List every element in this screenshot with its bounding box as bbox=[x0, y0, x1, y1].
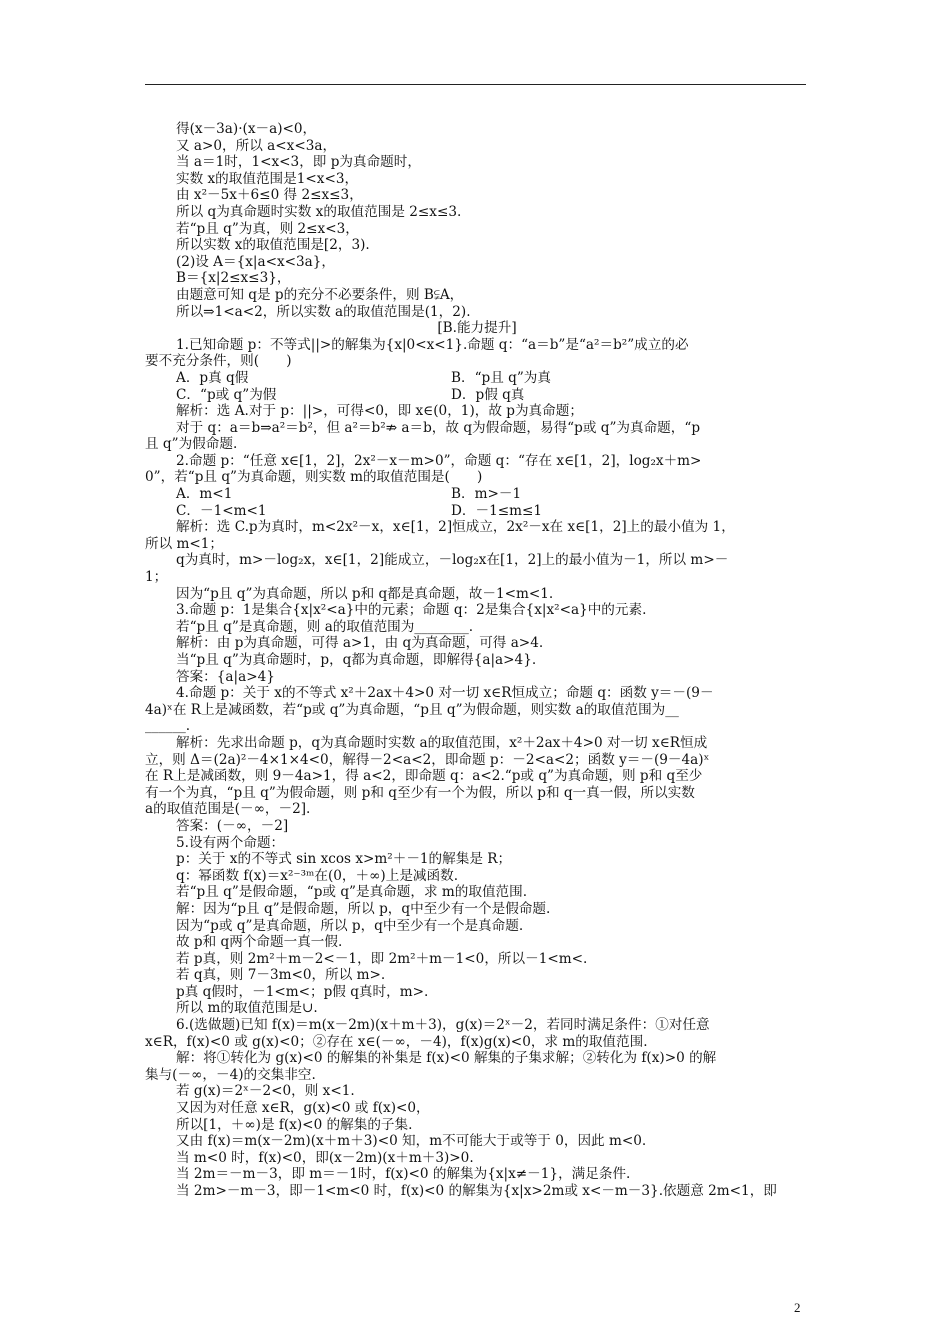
question-line: x∈R，f(x)<0 或 g(x)<0；②存在 x∈(－∞，－4)，f(x)g(x)<0，求 m的取值范围. bbox=[145, 1033, 648, 1050]
section-heading: [B.能力提升] bbox=[437, 320, 517, 337]
text-line: 当 2m>－m－3，即－1<m<0 时，f(x)<0 的解集为{x|x>2m或 x<－m－3}.依题意 2m<1，即 bbox=[176, 1183, 777, 1199]
text-line: 又由 f(x)＝m(x－2m)(x＋m＋3)<0 知，m不可能大于或等于 0，因此 m<0. bbox=[176, 1133, 647, 1150]
text-line: 解：将①转化为 g(x)<0 的解集的补集是 f(x)<0 解集的子集求解；②转化为 f(x)>0 的解 bbox=[176, 1050, 717, 1067]
document-body bbox=[145, 121, 809, 1200]
question-line: 0”，若“p且 q”为真命题，则实数 m的取值范围是( ) bbox=[145, 469, 483, 486]
text-line: 若“p且 q”是真命题，则 a的取值范围为________. bbox=[176, 618, 474, 635]
question-line: 要不充分条件，则( ) bbox=[145, 353, 292, 370]
answer-line: 答案：{a|a>4} bbox=[176, 668, 275, 685]
option-d: D．p假 q真 bbox=[451, 386, 525, 403]
text-line: 有一个为真，“p且 q”为假命题，则 p和 q至少有一个为假，所以 p和 q一真一假，所以实数 bbox=[145, 784, 695, 801]
text-line: 当 a＝1时，1<x<3，即 p为真命题时， bbox=[176, 154, 421, 171]
option-c: C．“p或 q”为假 bbox=[176, 386, 277, 403]
text-line: 当 2m＝－m－3，即 m＝－1时，f(x)<0 的解集为{x|x≠－1}，满足条件. bbox=[176, 1166, 631, 1183]
text-line: 所以 m的取值范围是∪. bbox=[176, 1000, 318, 1017]
text-line: 解析：由 p为真命题，可得 a>1，由 q为真命题，可得 a>4. bbox=[176, 635, 544, 652]
options-row bbox=[145, 387, 809, 404]
text-line: 若“p且 q”是假命题，“p或 q”是真命题，求 m的取值范围. bbox=[176, 884, 528, 901]
options-row bbox=[145, 486, 809, 503]
option-b: B．“p且 q”为真 bbox=[451, 369, 551, 386]
text-line: 故 p和 q两个命题一真一假. bbox=[176, 934, 343, 951]
text-line: 所以⇒1<a<2，所以实数 a的取值范围是(1，2). bbox=[176, 303, 471, 320]
option-b: B．m>－1 bbox=[451, 486, 522, 503]
text-line: 又 a>0，所以 a<x<3a， bbox=[176, 137, 337, 154]
text-line: 立，则 Δ＝(2a)²－4×1×4<0，解得－2<a<2，即命题 p：－2<a<2；函数 y＝－(9－4a)ˣ bbox=[145, 751, 710, 768]
text-line: 若 g(x)＝2ˣ－2<0，则 x<1. bbox=[176, 1083, 355, 1100]
options-row bbox=[145, 503, 809, 520]
question-line: 5.设有两个命题： bbox=[176, 834, 285, 851]
text-line: 实数 x的取值范围是1<x<3， bbox=[176, 170, 359, 187]
text-line: 所以 m<1； bbox=[145, 535, 224, 552]
text-line: 由题意可知 q是 p的充分不必要条件，则 B⫋A， bbox=[176, 286, 464, 303]
option-c: C．－1<m<1 bbox=[176, 502, 267, 519]
text-line: B＝{x|2≤x≤3}， bbox=[176, 270, 291, 287]
text-line: 解：因为“p且 q”是假命题，所以 p，q中至少有一个是假命题. bbox=[176, 900, 551, 917]
text-line: 1； bbox=[145, 569, 168, 586]
question-line: 4a)ˣ在 R上是减函数，若“p或 q”为真命题，“p且 q”为假命题，则实数 a的取值范围为__ bbox=[145, 701, 679, 718]
question-line: 4.命题 p：关于 x的不等式 x²＋2ax＋4>0 对一切 x∈R恒成立；命题 q：函数 y＝－(9－ bbox=[176, 685, 714, 702]
text-line: 解析：选 A.对于 p：||>，可得<0，即 x∈(0，1)，故 p为真命题； bbox=[176, 403, 583, 420]
option-a: A．m<1 bbox=[176, 486, 233, 503]
text-line: 且 q”为假命题. bbox=[145, 436, 238, 453]
text-line: 得(x－3a)·(x－a)<0， bbox=[176, 121, 317, 137]
text-line: p：关于 x的不等式 sin xcos x>m²＋－1的解集是 R； bbox=[176, 851, 512, 868]
text-line: 当 m<0 时，f(x)<0，即(x－2m)(x＋m＋3)>0. bbox=[176, 1149, 474, 1166]
options-row bbox=[145, 370, 809, 387]
text-line: 若 q真，则 7－3m<0，所以 m>. bbox=[176, 967, 386, 984]
page-number: 2 bbox=[794, 1300, 801, 1315]
text-line: 又因为对任意 x∈R，g(x)<0 或 f(x)<0， bbox=[176, 1100, 430, 1117]
text-line: p真 q假时，－1<m<；p假 q真时，m>. bbox=[176, 983, 429, 1000]
answer-line: 答案：(－∞，－2] bbox=[176, 817, 289, 834]
option-a: A．p真 q假 bbox=[176, 369, 249, 386]
text-line: 所以 q为真命题时实数 x的取值范围是 2≤x≤3. bbox=[176, 203, 462, 220]
text-line: 因为“p或 q”是真命题，所以 p，q中至少有一个是真命题. bbox=[176, 917, 524, 934]
text-line: 若“p且 q”为真，则 2≤x<3， bbox=[176, 220, 359, 237]
question-line: 1.已知命题 p：不等式||>的解集为{x|0<x<1}.命题 q：“a＝b”是“a²＝b²”成立的必 bbox=[176, 336, 689, 353]
text-line: 当“p且 q”为真命题时，p，q都为真命题，即解得{a|a>4}. bbox=[176, 652, 537, 668]
question-line: 6.(选做题)已知 f(x)＝m(x－2m)(x＋m＋3)，g(x)＝2ˣ－2，若同时满足条件：①对任意 bbox=[176, 1017, 710, 1034]
text-line: (2)设 A＝{x|a<x<3a}， bbox=[176, 253, 336, 270]
question-line: 2.命题 p：“任意 x∈[1，2]，2x²－x－m>0”，命题 q：“存在 x∈[1，2]，log₂x＋m> bbox=[176, 452, 702, 469]
question-line: 3.命题 p：1是集合{x|x²<a}中的元素；命题 q：2是集合{x|x²<a}中的元素. bbox=[176, 602, 647, 619]
text-line: 若 p真，则 2m²＋m－2<－1，即 2m²＋m－1<0，所以－1<m<. bbox=[176, 950, 588, 967]
text-line: 所以实数 x的取值范围是[2，3). bbox=[176, 237, 370, 254]
header-rule bbox=[145, 84, 806, 85]
text-line: 对于 q：a＝b⇒a²＝b²，但 a²＝b²⇏ a＝b，故 q为假命题，易得“p或 q”为真命题，“p bbox=[176, 419, 701, 436]
text-line: 由 x²－5x＋6≤0 得 2≤x≤3， bbox=[176, 187, 363, 204]
text-line: 所以[1，＋∞)是 f(x)<0 的解集的子集. bbox=[176, 1116, 413, 1133]
text-line: 集与(－∞，－4)的交集非空. bbox=[145, 1066, 316, 1083]
text-line: 因为“p且 q”为真命题，所以 p和 q都是真命题，故－1<m<1. bbox=[176, 585, 554, 602]
question-line: ______. bbox=[145, 718, 191, 735]
option-d: D．－1≤m≤1 bbox=[451, 502, 543, 519]
text-line: q为真时，m>－log₂x，x∈[1，2]能成立，－log₂x在[1，2]上的最小值为－1，所以 m>－ bbox=[176, 552, 729, 569]
text-line: q：幂函数 f(x)＝x²⁻³ᵐ在(0，＋∞)上是减函数. bbox=[176, 867, 459, 884]
text-line: 解析：选 C.p为真时，m<2x²－x，x∈[1，2]恒成立，2x²－x在 x∈[1，2]上的最小值为 1， bbox=[176, 519, 735, 536]
text-line: 解析：先求出命题 p，q为真命题时实数 a的取值范围，x²＋2ax＋4>0 对一切 x∈R恒成 bbox=[176, 734, 708, 751]
text-line: 在 R上是减函数，则 9－4a>1，得 a<2，即命题 q：a<2.“p或 q”为真命题，则 p和 q至少 bbox=[145, 768, 703, 785]
text-line: a的取值范围是(－∞，－2]. bbox=[145, 801, 311, 818]
